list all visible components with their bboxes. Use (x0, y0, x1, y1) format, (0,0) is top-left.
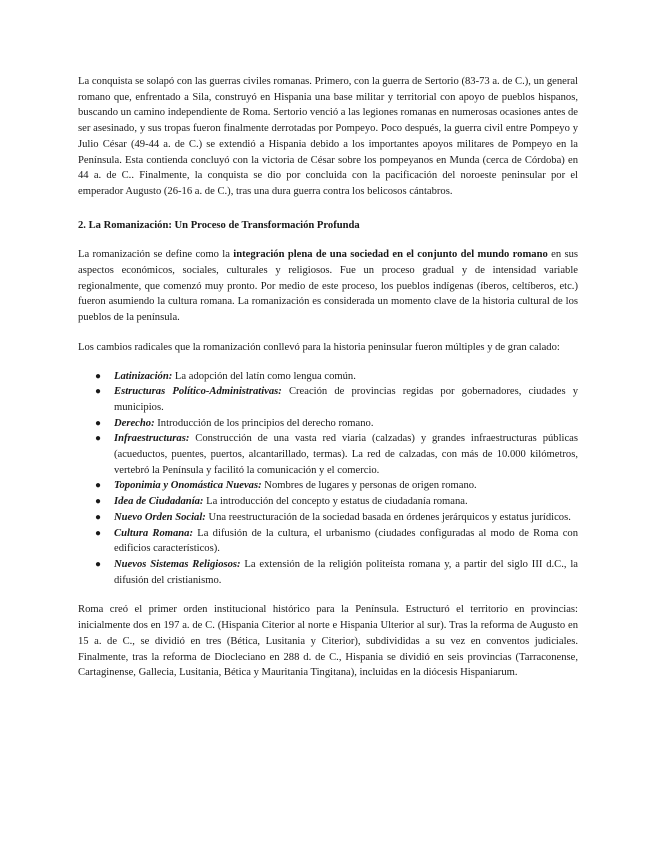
list-item-term: Estructuras Político-Administrativas: (114, 386, 282, 398)
list-item-term: Cultura Romana: (114, 527, 194, 539)
list-item-text: La introducción del concepto y estatus de ciudadanía romana. (203, 496, 468, 508)
bullet-icon: ● (95, 417, 102, 429)
bullet-icon: ● (95, 386, 102, 398)
document-page (78, 74, 578, 681)
romanizacion-text-before: La romanización se define como la (78, 249, 234, 261)
list-item (78, 369, 578, 385)
list-item (78, 510, 578, 526)
bullet-icon: ● (95, 433, 102, 445)
romanizacion-paragraph (78, 247, 578, 326)
bullet-icon: ● (95, 370, 102, 382)
list-item-text: Creación de provincias regidas por gobernadores, ciudades y municipios. (114, 386, 578, 413)
romanizacion-bold-definition: integración plena de una sociedad en el conjunto del mundo romano (233, 249, 548, 261)
list-item (78, 431, 578, 478)
changes-list (78, 369, 578, 589)
bullet-icon: ● (95, 496, 102, 508)
list-item (78, 526, 578, 557)
list-item-text: Introducción de los principios del derecho romano. (154, 417, 374, 429)
list-item-term: Infraestructuras: (114, 433, 190, 445)
list-item (78, 416, 578, 432)
list-item-term: Latinización: (114, 370, 173, 382)
bullet-icon: ● (95, 527, 102, 539)
list-item-term: Nuevo Orden Social: (114, 511, 206, 523)
bullet-icon: ● (95, 511, 102, 523)
list-item-term: Nuevos Sistemas Religiosos: (114, 558, 241, 570)
bullet-icon: ● (95, 480, 102, 492)
romanizacion-text-after: en sus aspectos económicos, sociales, culturales y religiosos. Fue un proceso gradual y de intensidad variable regionalmente, que comenzó muy pronto. Por medio de este proceso, los pueblos indígenas (íberos, celtíberos, etc.) fueron asumiendo la cultura romana. La romanización es considerada un momento clave de la historia cultural de los pueblos de la península. (78, 249, 578, 324)
list-item (78, 557, 578, 588)
list-item-text: La adopción del latín como lengua común. (172, 370, 356, 382)
bullet-icon: ● (95, 558, 102, 570)
intro-paragraph: La conquista se solapó con las guerras civiles romanas. Primero, con la guerra de Sertorio (83-73 a. de C.), un general romano que, enfrentado a Sila, construyó en Hispania una base militar y territorial con apoyo de pueblos hispanos, buscando un camino independiente de Roma. Sertorio venció a las legiones romanas en numerosas ocasiones antes de ser asesinado, y sus tropas fueron finalmente derrotadas por Pompeyo. Poco después, la guerra civil entre Pompeyo y Julio César (49-44 a. de C.) se extendió a Hispania debido a los importantes apoyos militares de Pompeyo en la Península. Esta contienda concluyó con la victoria de César sobre los pompeyanos en Munda (cerca de Córdoba) en 44 a. de C.. Finalmente, la conquista se dio por concluida con la pacificación del noroeste peninsular por el emperador Augusto (26-16 a. de C.), tras una dura guerra contra los belicosos cántabros. (78, 76, 578, 197)
cambios-intro-paragraph: Los cambios radicales que la romanización conllevó para la historia peninsular fueron múltiples y de gran calado: (78, 341, 560, 353)
list-item-text: Nombres de lugares y personas de origen romano. (261, 480, 477, 492)
closing-paragraph: Roma creó el primer orden institucional histórico para la Península. Estructuró el territorio en provincias: inicialmente dos en 197 a. de C. (Hispania Citerior al norte e Hispania Ulterior al sur). Tras la reforma de Augusto en 15 a. de C., se dividió en tres (Bética, Lusitania y Citerior), subdivididas a su vez en conventos judiciales. Finalmente, tras la reforma de Diocleciano en 288 d. de C., Hispania se dividió en seis provincias (Tarraconense, Cartaginense, Gallecia, Lusitania, Bética y Mauritania Tingitana), incluidas en la diócesis Hispaniarum. (78, 604, 578, 679)
list-item (78, 478, 578, 494)
list-item-term: Idea de Ciudadanía: (114, 496, 204, 508)
list-item-text: La extensión de la religión politeísta romana y, a partir del siglo III d.C., la difusión del cristianismo. (114, 558, 578, 586)
list-item (78, 384, 578, 415)
section-heading: 2. La Romanización: Un Proceso de Transformación Profunda (78, 219, 360, 231)
list-item-text: Una reestructuración de la sociedad basada en órdenes jerárquicos y estatus jurídicos. (205, 511, 571, 523)
list-item-text: La difusión de la cultura, el urbanismo (ciudades configuradas al modo de Roma con edificios característicos). (114, 527, 578, 555)
list-item-term: Toponimia y Onomástica Nuevas: (114, 480, 262, 492)
list-item (78, 494, 578, 510)
list-item-text: Construcción de una vasta red viaria (calzadas) y grandes infraestructuras públicas (acueductos, puentes, puertos, alcantarillado, termas). La red de calzadas, con más de 10.000 kilómetros, vertebró la Península y facilitó la comunicación y el comercio. (114, 433, 578, 476)
list-item-term: Derecho: (114, 417, 155, 429)
